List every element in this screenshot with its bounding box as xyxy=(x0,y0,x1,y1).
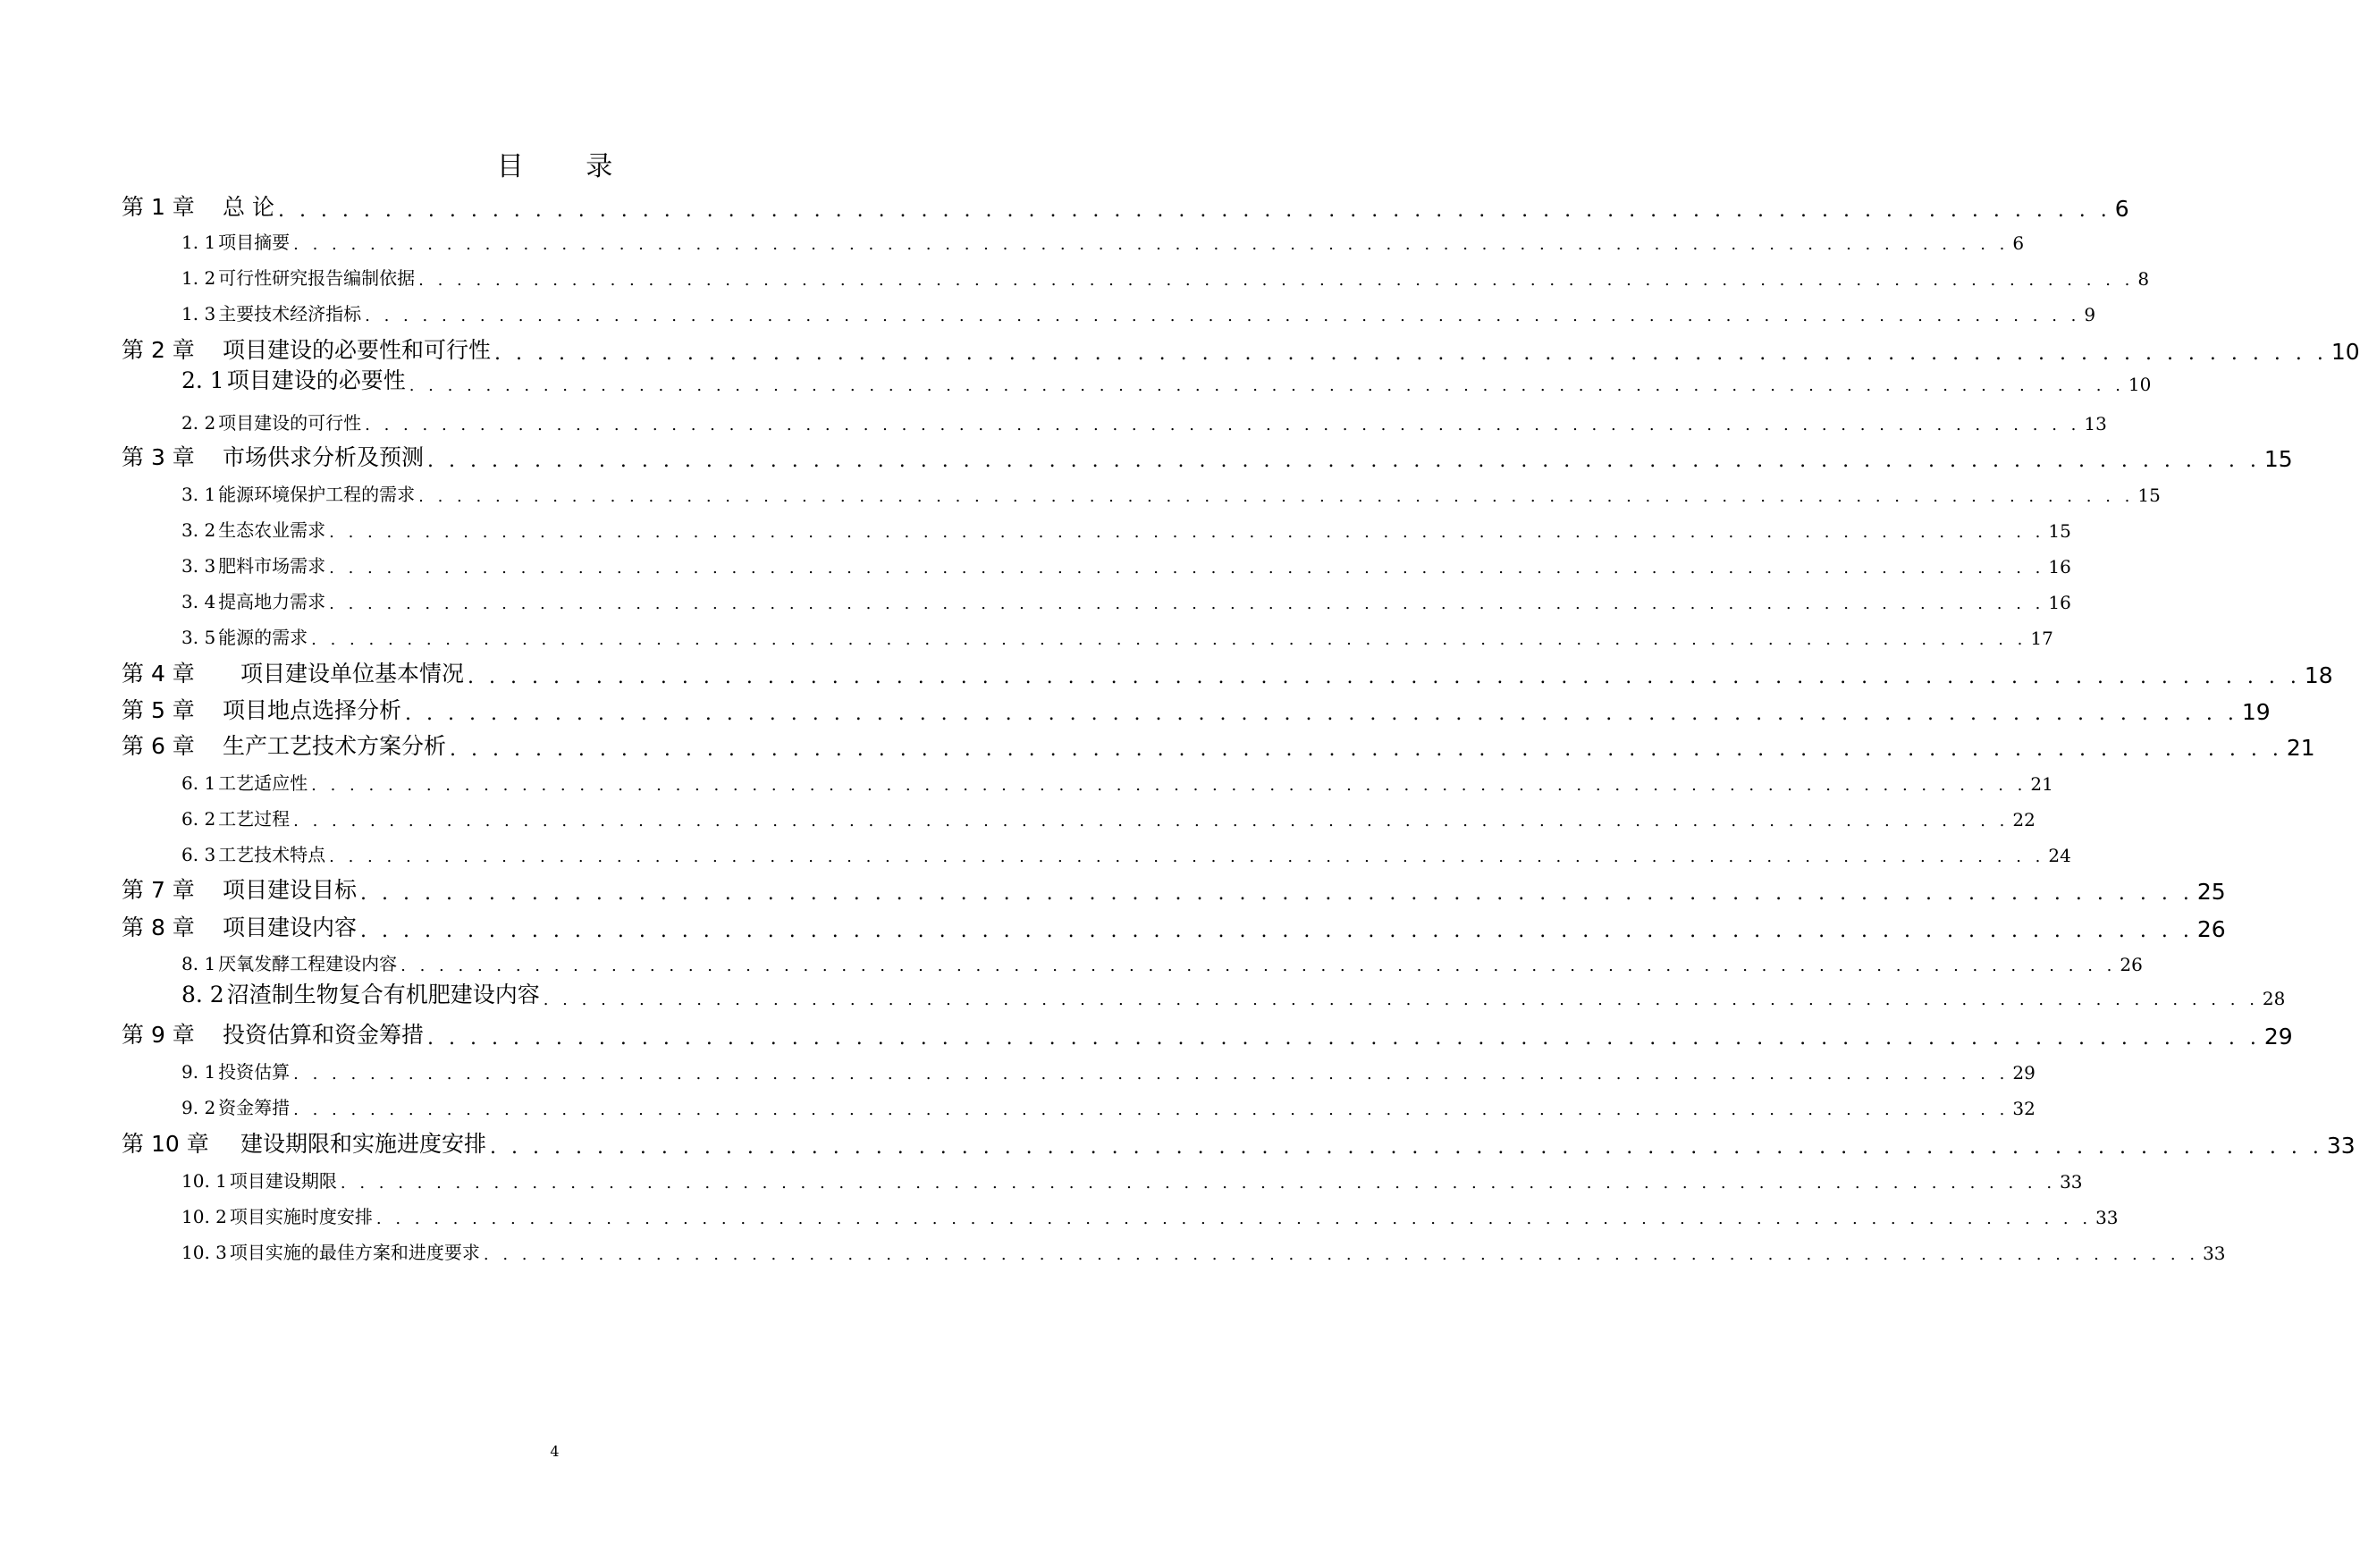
toc-entry-chapter-1[interactable]: 第 1 章 总 论 . . . . . . . . . . . . . . . . . . . . . . . . . . . . . . . . . . . . . . . . . . . . . . . . . . . . . . . . . . . . . . . . . . . . . . . . . . . . . . . . . . . . . . 6 xyxy=(122,194,2129,222)
leader-dots: . . . . . . . . . . . . . . . . . . . . . . . . . . . . . . . . . . . . . . . . . . . . . . . . . . . . . . . . . . . . . . . . . . . . . . . . . . . . . . . . . . . . . . . . . . xyxy=(400,957,2117,975)
leader-dots: . . . . . . . . . . . . . . . . . . . . . . . . . . . . . . . . . . . . . . . . . . . . . . . . . . . . . . . . . . . . . . . . . . . . . . . . . . . . . . . . . . . . . . xyxy=(277,199,2111,222)
page-ref: 16 xyxy=(2048,592,2071,613)
page-ref: 33 xyxy=(2095,1207,2119,1228)
leader-dots: . . . . . . . . . . . . . . . . . . . . . . . . . . . . . . . . . . . . . . . . . . . . . . . . . . . . . . . . . . . . . . . . . . . . . . . . . . . . . . . . . . . . . . . . . . xyxy=(418,487,2135,506)
toc-entry-chapter-7[interactable]: 第 7 章 项目建设目标 . . . . . . . . . . . . . . . . . . . . . . . . . . . . . . . . . . . . . . . . . . . . . . . . . . . . . . . . . . . . . . . . . . . . . . . . . . . . . . . . . . . . . . 25 xyxy=(122,877,2226,905)
toc-entry-section-6-1[interactable]: 6. 1 工艺适应性 . . . . . . . . . . . . . . . . . . . . . . . . . . . . . . . . . . . . . . . . . . . . . . . . . . . . . . . . . . . . . . . . . . . . . . . . . . . . . . . . . . . . . . . . . . 21 xyxy=(181,772,2053,795)
toc-entry-section-3-2[interactable]: 3. 2 生态农业需求 . . . . . . . . . . . . . . . . . . . . . . . . . . . . . . . . . . . . . . . . . . . . . . . . . . . . . . . . . . . . . . . . . . . . . . . . . . . . . . . . . . . . . . . . . . 15 xyxy=(181,519,2071,542)
leader-dots: . . . . . . . . . . . . . . . . . . . . . . . . . . . . . . . . . . . . . . . . . . . . . . . . . . . . . . . . . . . . . . . . . . . . . . . . . . . . . . . . . . . . . . xyxy=(427,450,2261,472)
page-ref: 33 xyxy=(2060,1171,2083,1193)
page-ref: 21 xyxy=(2030,773,2053,795)
page-ref: 29 xyxy=(2012,1062,2036,1083)
leader-dots: . . . . . . . . . . . . . . . . . . . . . . . . . . . . . . . . . . . . . . . . . . . . . . . . . . . . . . . . . . . . . . . . . . . . . . . . . . . . . . . . . . . . . . xyxy=(490,1136,2323,1159)
leader-dots: . . . . . . . . . . . . . . . . . . . . . . . . . . . . . . . . . . . . . . . . . . . . . . . . . . . . . . . . . . . . . . . . . . . . . . . . . . . . . . . . . . . . . . . . . . xyxy=(329,847,2045,866)
page-ref: 28 xyxy=(2262,988,2286,1009)
page-ref: 15 xyxy=(2048,520,2071,542)
toc-entry-section-1-3[interactable]: 1. 3 主要技术经济指标 . . . . . . . . . . . . . . . . . . . . . . . . . . . . . . . . . . . . . . . . . . . . . . . . . . . . . . . . . . . . . . . . . . . . . . . . . . . . . . . . . . . . . . . . . . 9 xyxy=(181,303,2096,325)
page-ref: 33 xyxy=(2203,1243,2226,1264)
toc-entry-chapter-3[interactable]: 第 3 章 市场供求分析及预测 . . . . . . . . . . . . . . . . . . . . . . . . . . . . . . . . . . . . . . . . . . . . . . . . . . . . . . . . . . . . . . . . . . . . . . . . . . . . . . . . . . . . . . 15 xyxy=(122,444,2293,472)
toc-entry-section-9-2[interactable]: 9. 2 资金筹措 . . . . . . . . . . . . . . . . . . . . . . . . . . . . . . . . . . . . . . . . . . . . . . . . . . . . . . . . . . . . . . . . . . . . . . . . . . . . . . . . . . . . . . . . . . 32 xyxy=(181,1097,2036,1119)
leader-dots: . . . . . . . . . . . . . . . . . . . . . . . . . . . . . . . . . . . . . . . . . . . . . . . . . . . . . . . . . . . . . . . . . . . . . . . . . . . . . . . . . . . . . . . . . . xyxy=(365,307,2081,325)
page-ref: 8 xyxy=(2137,268,2150,290)
leader-dots: . . . . . . . . . . . . . . . . . . . . . . . . . . . . . . . . . . . . . . . . . . . . . . . . . . . . . . . . . . . . . . . . . . . . . . . . . . . . . . . . . . . . . . . . . . xyxy=(293,1065,2010,1083)
leader-dots: . . . . . . . . . . . . . . . . . . . . . . . . . . . . . . . . . . . . . . . . . . . . . . . . . . . . . . . . . . . . . . . . . . . . . . . . . . . . . . . . . . . . . . . . . . xyxy=(293,235,2010,254)
leader-dots: . . . . . . . . . . . . . . . . . . . . . . . . . . . . . . . . . . . . . . . . . . . . . . . . . . . . . . . . . . . . . . . . . . . . . . . . . . . . . . . . . . . . . . . . . . xyxy=(329,594,2045,613)
toc-entry-section-6-3[interactable]: 6. 3 工艺技术特点 . . . . . . . . . . . . . . . . . . . . . . . . . . . . . . . . . . . . . . . . . . . . . . . . . . . . . . . . . . . . . . . . . . . . . . . . . . . . . . . . . . . . . . . . . . 24 xyxy=(181,844,2071,866)
page-ref: 32 xyxy=(2012,1098,2036,1119)
toc-entry-section-3-3[interactable]: 3. 3 肥料市场需求 . . . . . . . . . . . . . . . . . . . . . . . . . . . . . . . . . . . . . . . . . . . . . . . . . . . . . . . . . . . . . . . . . . . . . . . . . . . . . . . . . . . . . . . . . . 16 xyxy=(181,555,2071,577)
page-ref: 26 xyxy=(2120,954,2143,975)
page-ref: 26 xyxy=(2196,916,2226,942)
toc-title: 目 录 xyxy=(496,151,640,182)
page-ref: 17 xyxy=(2030,628,2053,649)
page-ref: 25 xyxy=(2196,879,2226,905)
leader-dots: . . . . . . . . . . . . . . . . . . . . . . . . . . . . . . . . . . . . . . . . . . . . . . . . . . . . . . . . . . . . . . . . . . . . . . . . . . . . . . . . . . . . . . . . . . xyxy=(329,523,2045,542)
toc-entry-section-1-2[interactable]: 1. 2 可行性研究报告编制依据 . . . . . . . . . . . . . . . . . . . . . . . . . . . . . . . . . . . . . . . . . . . . . . . . . . . . . . . . . . . . . . . . . . . . . . . . . . . . . . . . . . . . . . . . . . 8 xyxy=(181,267,2150,290)
leader-dots: . . . . . . . . . . . . . . . . . . . . . . . . . . . . . . . . . . . . . . . . . . . . . . . . . . . . . . . . . . . . . . . . . . . . . . . . . . . . . . . . . . . . . . . . . . xyxy=(293,812,2010,830)
toc-entry-chapter-6[interactable]: 第 6 章 生产工艺技术方案分析 . . . . . . . . . . . . . . . . . . . . . . . . . . . . . . . . . . . . . . . . . . . . . . . . . . . . . . . . . . . . . . . . . . . . . . . . . . . . . . . . . . . . . . 21 xyxy=(122,733,2315,761)
toc-entry-chapter-5[interactable]: 第 5 章 项目地点选择分析 . . . . . . . . . . . . . . . . . . . . . . . . . . . . . . . . . . . . . . . . . . . . . . . . . . . . . . . . . . . . . . . . . . . . . . . . . . . . . . . . . . . . . . 19 xyxy=(122,697,2271,725)
toc-entry-section-8-2[interactable]: 8. 2 沼渣制生物复合有机肥建设内容 . . . . . . . . . . . . . . . . . . . . . . . . . . . . . . . . . . . . . . . . . . . . . . . . . . . . . . . . . . . . . . . . . . . . . . . . . . . . . . . . . . . . . . . . . . 28 xyxy=(181,982,2286,1009)
page-ref: 18 xyxy=(2304,662,2333,688)
leader-dots: . . . . . . . . . . . . . . . . . . . . . . . . . . . . . . . . . . . . . . . . . . . . . . . . . . . . . . . . . . . . . . . . . . . . . . . . . . . . . . . . . . . . . . . . . . xyxy=(311,630,2027,649)
page-ref: 15 xyxy=(2263,446,2293,472)
toc-entry-section-3-4[interactable]: 3. 4 提高地力需求 . . . . . . . . . . . . . . . . . . . . . . . . . . . . . . . . . . . . . . . . . . . . . . . . . . . . . . . . . . . . . . . . . . . . . . . . . . . . . . . . . . . . . . . . . . 16 xyxy=(181,591,2071,613)
toc-entry-section-3-5[interactable]: 3. 5 能源的需求 . . . . . . . . . . . . . . . . . . . . . . . . . . . . . . . . . . . . . . . . . . . . . . . . . . . . . . . . . . . . . . . . . . . . . . . . . . . . . . . . . . . . . . . . . . 17 xyxy=(181,627,2053,649)
page-ref: 15 xyxy=(2137,485,2161,506)
page-ref: 13 xyxy=(2084,413,2107,434)
leader-dots: . . . . . . . . . . . . . . . . . . . . . . . . . . . . . . . . . . . . . . . . . . . . . . . . . . . . . . . . . . . . . . . . . . . . . . . . . . . . . . . . . . . . . . xyxy=(405,703,2238,725)
toc-entry-section-10-3[interactable]: 10. 3 项目实施的最佳方案和进度要求 . . . . . . . . . . . . . . . . . . . . . . . . . . . . . . . . . . . . . . . . . . . . . . . . . . . . . . . . . . . . . . . . . . . . . . . . . . . . . . . . . . . . . . . . . . 33 xyxy=(181,1242,2226,1264)
toc-entry-section-9-1[interactable]: 9. 1 投资估算 . . . . . . . . . . . . . . . . . . . . . . . . . . . . . . . . . . . . . . . . . . . . . . . . . . . . . . . . . . . . . . . . . . . . . . . . . . . . . . . . . . . . . . . . . . 29 xyxy=(181,1061,2036,1083)
toc-entry-chapter-10[interactable]: 第 10 章 建设期限和实施进度安排 . . . . . . . . . . . . . . . . . . . . . . . . . . . . . . . . . . . . . . . . . . . . . . . . . . . . . . . . . . . . . . . . . . . . . . . . . . . . . . . . . . . . . . 33 xyxy=(122,1131,2356,1159)
leader-dots: . . . . . . . . . . . . . . . . . . . . . . . . . . . . . . . . . . . . . . . . . . . . . . . . . . . . . . . . . . . . . . . . . . . . . . . . . . . . . . . . . . . . . . xyxy=(494,342,2328,365)
toc-entry-chapter-2[interactable]: 第 2 章 项目建设的必要性和可行性 . . . . . . . . . . . . . . . . . . . . . . . . . . . . . . . . . . . . . . . . . . . . . . . . . . . . . . . . . . . . . . . . . . . . . . . . . . . . . . . . . . . . . . 10 xyxy=(122,337,2360,365)
leader-dots: . . . . . . . . . . . . . . . . . . . . . . . . . . . . . . . . . . . . . . . . . . . . . . . . . . . . . . . . . . . . . . . . . . . . . . . . . . . . . . . . . . . . . . xyxy=(468,666,2301,688)
page-ref: 33 xyxy=(2326,1133,2356,1159)
leader-dots: . . . . . . . . . . . . . . . . . . . . . . . . . . . . . . . . . . . . . . . . . . . . . . . . . . . . . . . . . . . . . . . . . . . . . . . . . . . . . . . . . . . . . . . . . . xyxy=(293,1100,2010,1119)
toc-entry-chapter-4[interactable]: 第 4 章 项目建设单位基本情况 . . . . . . . . . . . . . . . . . . . . . . . . . . . . . . . . . . . . . . . . . . . . . . . . . . . . . . . . . . . . . . . . . . . . . . . . . . . . . . . . . . . . . . 18 xyxy=(122,661,2333,688)
page-ref: 10 xyxy=(2330,339,2360,365)
toc-entry-section-8-1[interactable]: 8. 1 厌氧发酵工程建设内容 . . . . . . . . . . . . . . . . . . . . . . . . . . . . . . . . . . . . . . . . . . . . . . . . . . . . . . . . . . . . . . . . . . . . . . . . . . . . . . . . . . . . . . . . . . 26 xyxy=(181,953,2143,975)
toc-entry-section-2-1[interactable]: 2. 1 项目建设的必要性 . . . . . . . . . . . . . . . . . . . . . . . . . . . . . . . . . . . . . . . . . . . . . . . . . . . . . . . . . . . . . . . . . . . . . . . . . . . . . . . . . . . . . . . . . . 10 xyxy=(181,367,2152,395)
page-ref: 29 xyxy=(2263,1024,2293,1050)
toc-entry-section-3-1[interactable]: 3. 1 能源环境保护工程的需求 . . . . . . . . . . . . . . . . . . . . . . . . . . . . . . . . . . . . . . . . . . . . . . . . . . . . . . . . . . . . . . . . . . . . . . . . . . . . . . . . . . . . . . . . . . 15 xyxy=(181,484,2161,506)
page-ref: 6 xyxy=(2114,196,2129,222)
page-ref: 19 xyxy=(2241,699,2271,725)
page-ref: 6 xyxy=(2012,232,2025,254)
toc-entry-section-2-2[interactable]: 2. 2 项目建设的可行性 . . . . . . . . . . . . . . . . . . . . . . . . . . . . . . . . . . . . . . . . . . . . . . . . . . . . . . . . . . . . . . . . . . . . . . . . . . . . . . . . . . . . . . . . . . 13 xyxy=(181,412,2107,434)
toc-entry-chapter-8[interactable]: 第 8 章 项目建设内容 . . . . . . . . . . . . . . . . . . . . . . . . . . . . . . . . . . . . . . . . . . . . . . . . . . . . . . . . . . . . . . . . . . . . . . . . . . . . . . . . . . . . . . 26 xyxy=(122,915,2226,942)
leader-dots: . . . . . . . . . . . . . . . . . . . . . . . . . . . . . . . . . . . . . . . . . . . . . . . . . . . . . . . . . . . . . . . . . . . . . . . . . . . . . . . . . . . . . . . . . . xyxy=(409,376,2125,395)
page-number: 4 xyxy=(550,1443,560,1460)
leader-dots: . . . . . . . . . . . . . . . . . . . . . . . . . . . . . . . . . . . . . . . . . . . . . . . . . . . . . . . . . . . . . . . . . . . . . . . . . . . . . . . . . . . . . . xyxy=(360,920,2194,942)
leader-dots: . . . . . . . . . . . . . . . . . . . . . . . . . . . . . . . . . . . . . . . . . . . . . . . . . . . . . . . . . . . . . . . . . . . . . . . . . . . . . . . . . . . . . . . . . . xyxy=(340,1174,2057,1193)
toc-entry-section-6-2[interactable]: 6. 2 工艺过程 . . . . . . . . . . . . . . . . . . . . . . . . . . . . . . . . . . . . . . . . . . . . . . . . . . . . . . . . . . . . . . . . . . . . . . . . . . . . . . . . . . . . . . . . . . 22 xyxy=(181,808,2036,830)
leader-dots: . . . . . . . . . . . . . . . . . . . . . . . . . . . . . . . . . . . . . . . . . . . . . . . . . . . . . . . . . . . . . . . . . . . . . . . . . . . . . . . . . . . . . . . . . . xyxy=(543,991,2259,1009)
toc-entry-section-10-1[interactable]: 10. 1 项目建设期限 . . . . . . . . . . . . . . . . . . . . . . . . . . . . . . . . . . . . . . . . . . . . . . . . . . . . . . . . . . . . . . . . . . . . . . . . . . . . . . . . . . . . . . . . . . 33 xyxy=(181,1170,2083,1193)
leader-dots: . . . . . . . . . . . . . . . . . . . . . . . . . . . . . . . . . . . . . . . . . . . . . . . . . . . . . . . . . . . . . . . . . . . . . . . . . . . . . . . . . . . . . . . . . . xyxy=(483,1245,2200,1264)
toc-entry-section-10-2[interactable]: 10. 2 项目实施时度安排 . . . . . . . . . . . . . . . . . . . . . . . . . . . . . . . . . . . . . . . . . . . . . . . . . . . . . . . . . . . . . . . . . . . . . . . . . . . . . . . . . . . . . . . . . . 33 xyxy=(181,1206,2119,1228)
page-ref: 21 xyxy=(2286,735,2315,761)
page-ref: 24 xyxy=(2048,845,2071,866)
page-ref: 22 xyxy=(2012,809,2036,830)
page-ref: 16 xyxy=(2048,556,2071,577)
page-ref: 10 xyxy=(2128,374,2152,395)
leader-dots: . . . . . . . . . . . . . . . . . . . . . . . . . . . . . . . . . . . . . . . . . . . . . . . . . . . . . . . . . . . . . . . . . . . . . . . . . . . . . . . . . . . . . . . . . . xyxy=(311,776,2027,795)
toc-entry-section-1-1[interactable]: 1. 1 项目摘要 . . . . . . . . . . . . . . . . . . . . . . . . . . . . . . . . . . . . . . . . . . . . . . . . . . . . . . . . . . . . . . . . . . . . . . . . . . . . . . . . . . . . . . . . . . 6 xyxy=(181,232,2025,254)
leader-dots: . . . . . . . . . . . . . . . . . . . . . . . . . . . . . . . . . . . . . . . . . . . . . . . . . . . . . . . . . . . . . . . . . . . . . . . . . . . . . . . . . . . . . . xyxy=(360,882,2194,905)
leader-dots: . . . . . . . . . . . . . . . . . . . . . . . . . . . . . . . . . . . . . . . . . . . . . . . . . . . . . . . . . . . . . . . . . . . . . . . . . . . . . . . . . . . . . . . . . . xyxy=(418,271,2135,290)
leader-dots: . . . . . . . . . . . . . . . . . . . . . . . . . . . . . . . . . . . . . . . . . . . . . . . . . . . . . . . . . . . . . . . . . . . . . . . . . . . . . . . . . . . . . . . . . . xyxy=(329,559,2045,577)
leader-dots: . . . . . . . . . . . . . . . . . . . . . . . . . . . . . . . . . . . . . . . . . . . . . . . . . . . . . . . . . . . . . . . . . . . . . . . . . . . . . . . . . . . . . . . . . . xyxy=(375,1210,2093,1228)
leader-dots: . . . . . . . . . . . . . . . . . . . . . . . . . . . . . . . . . . . . . . . . . . . . . . . . . . . . . . . . . . . . . . . . . . . . . . . . . . . . . . . . . . . . . . xyxy=(427,1027,2261,1050)
leader-dots: . . . . . . . . . . . . . . . . . . . . . . . . . . . . . . . . . . . . . . . . . . . . . . . . . . . . . . . . . . . . . . . . . . . . . . . . . . . . . . . . . . . . . . xyxy=(450,738,2283,761)
page-ref: 9 xyxy=(2084,304,2096,325)
toc-entry-chapter-9[interactable]: 第 9 章 投资估算和资金筹措 . . . . . . . . . . . . . . . . . . . . . . . . . . . . . . . . . . . . . . . . . . . . . . . . . . . . . . . . . . . . . . . . . . . . . . . . . . . . . . . . . . . . . . 29 xyxy=(122,1022,2293,1050)
leader-dots: . . . . . . . . . . . . . . . . . . . . . . . . . . . . . . . . . . . . . . . . . . . . . . . . . . . . . . . . . . . . . . . . . . . . . . . . . . . . . . . . . . . . . . . . . . xyxy=(365,416,2081,434)
